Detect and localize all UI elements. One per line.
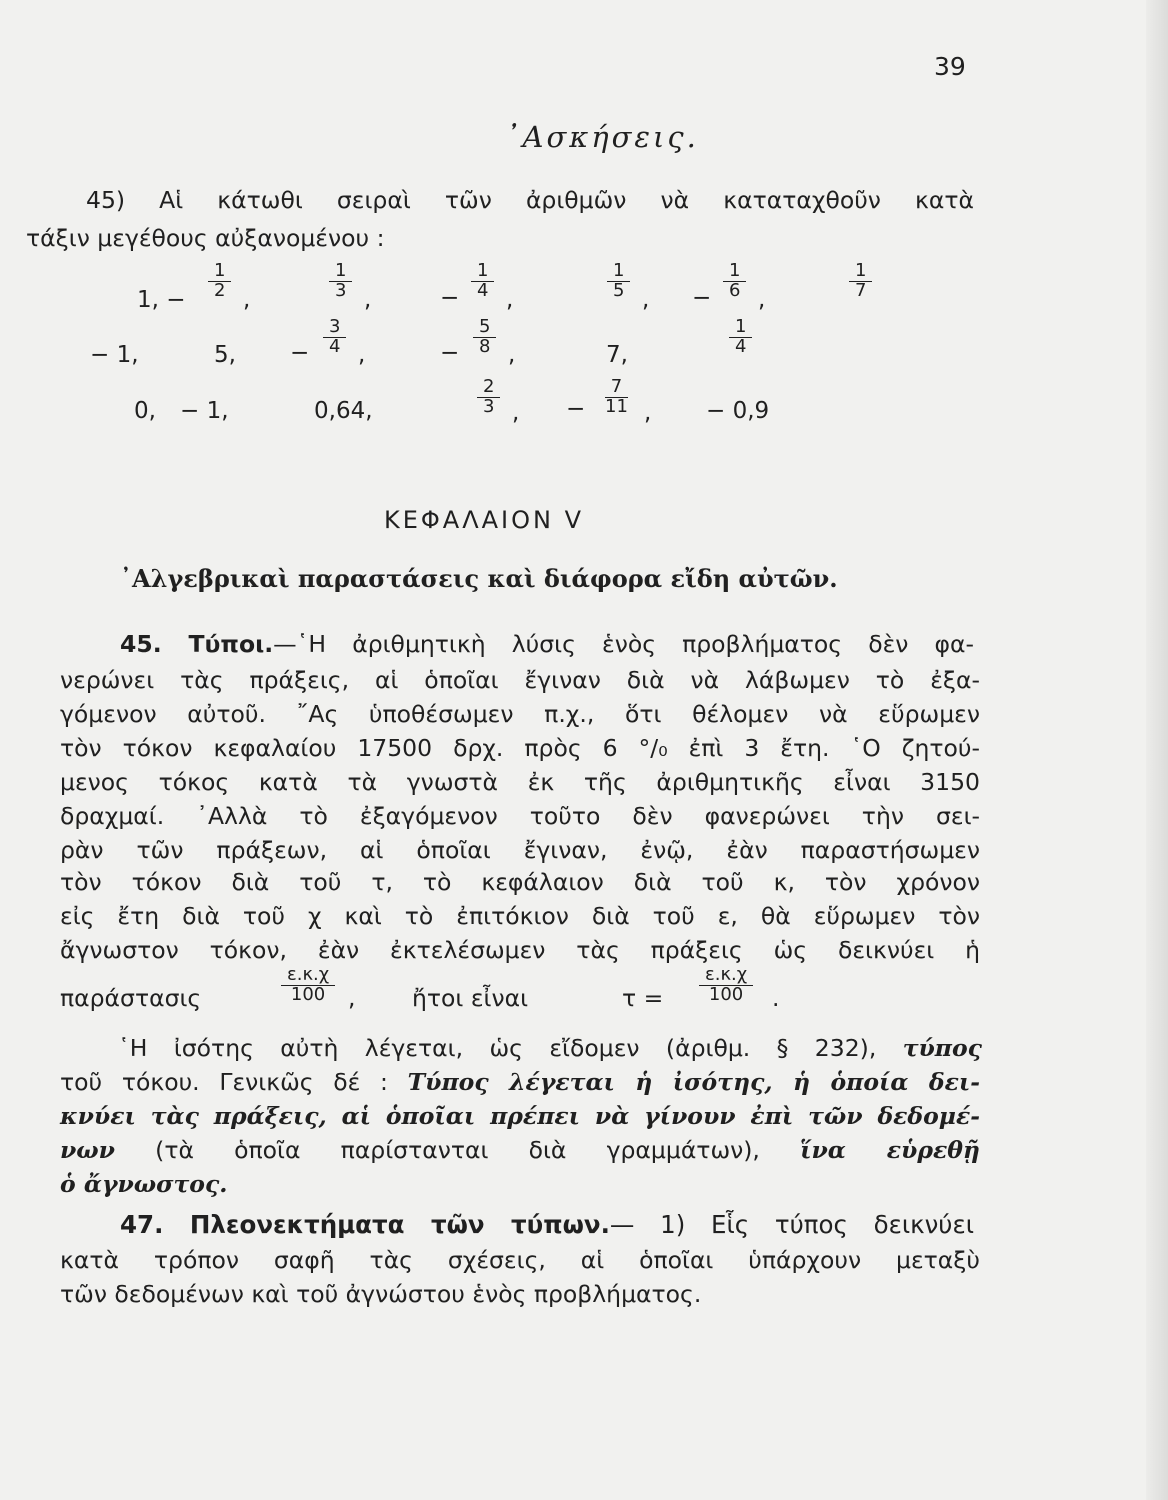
numerator: 3 bbox=[323, 318, 346, 338]
series-3-term-1: 0, bbox=[134, 398, 156, 424]
definition-term: τύπος bbox=[902, 1034, 982, 1062]
section-45-line-8: τὸν τόκον διὰ τοῦ τ, τὸ κεφάλαιον διὰ τοῦ κ, τὸν χρόνον bbox=[60, 868, 980, 896]
section-45-line-2: νερώνει τὰς πράξεις, αἱ ὁποῖαι ἔγιναν διὰ νὰ λάβωμεν τὸ ἐξα- bbox=[60, 666, 980, 694]
comma: , bbox=[506, 287, 514, 313]
comma: , bbox=[358, 342, 366, 368]
definition-line-4 bbox=[60, 1136, 980, 1164]
comma: , bbox=[644, 400, 652, 426]
denominator: 11 bbox=[605, 395, 628, 417]
definition-emphasis-3: νων bbox=[60, 1136, 115, 1164]
comma: , bbox=[512, 400, 520, 426]
denominator: 7 bbox=[855, 279, 867, 301]
formula-fraction-2 bbox=[696, 966, 756, 1005]
page-number: 39 bbox=[934, 52, 966, 81]
tau-equals: τ = bbox=[622, 984, 664, 1012]
section-47-line-1 bbox=[120, 1210, 974, 1239]
section-45-line-1 bbox=[120, 630, 974, 658]
numerator: 7 bbox=[605, 378, 628, 398]
definition-emphasis-1: Τύπος λέγεται ἡ ἰσότης, ἡ ὁποία δει- bbox=[407, 1068, 980, 1096]
numerator: ε.κ.χ bbox=[281, 966, 335, 986]
definition-line-1 bbox=[118, 1034, 982, 1062]
definition-line-2 bbox=[60, 1068, 980, 1096]
exercise-statement-line-1: 45) Αἱ κάτωθι σειραὶ τῶν ἀριθμῶν νὰ καταταχθοῦν κατὰ bbox=[86, 186, 974, 214]
comma: , bbox=[243, 287, 251, 313]
comma: , bbox=[364, 287, 372, 313]
series-2-fraction-3 bbox=[320, 318, 349, 357]
definition-line-5: ὁ ἄγνωστος. bbox=[60, 1170, 228, 1198]
section-47-heading: 47. Πλεονεκτήματα τῶν τύπων. bbox=[120, 1210, 610, 1239]
minus-sign: − bbox=[290, 340, 310, 366]
denominator: 100 bbox=[290, 983, 326, 1005]
denominator: 3 bbox=[483, 395, 495, 417]
series-3-term-2: − 1, bbox=[180, 398, 229, 424]
denominator: 4 bbox=[735, 335, 747, 357]
denominator: 8 bbox=[479, 335, 491, 357]
series-1-fraction-2 bbox=[326, 262, 355, 301]
minus-sign: − bbox=[440, 340, 460, 366]
series-1-fraction-6 bbox=[846, 262, 875, 301]
formula-fraction-1 bbox=[278, 966, 338, 1005]
section-45-line-4: τὸν τόκον κεφαλαίου 17500 δρχ. πρὸς 6 °/₀ ἐπὶ 3 ἔτη. ῾Ο ζητού- bbox=[60, 734, 980, 762]
section-45-line-5: μενος τόκος κατὰ τὰ γνωστὰ ἐκ τῆς ἀριθμητικῆς εἶναι 3150 bbox=[60, 768, 980, 796]
definition-line-4-text: (τὰ ὁποῖα παρίστανται διὰ γραμμάτων), bbox=[115, 1136, 801, 1164]
chapter-subtitle: ᾿Αλγεβρικαὶ παραστάσεις καὶ διάφορα εἴδη αὐτῶν. bbox=[120, 564, 838, 593]
series-1-fraction-5 bbox=[720, 262, 749, 301]
numerator: 1 bbox=[849, 262, 872, 282]
series-1-fraction-1 bbox=[205, 262, 234, 301]
section-45-line-10: ἄγνωστον τόκον, ἐὰν ἐκτελέσωμεν τὰς πράξεις ὡς δεικνύει ἡ bbox=[60, 936, 980, 964]
comma: , bbox=[642, 287, 650, 313]
section-45-heading: 45. Τύποι. bbox=[120, 630, 274, 658]
comma: , bbox=[758, 287, 766, 313]
denominator: 4 bbox=[329, 335, 341, 357]
section-45-line-3: γόμενον αὐτοῦ. ῎Ας ὑποθέσωμεν π.χ., ὅτι θέλομεν νὰ εὕρωμεν bbox=[60, 700, 980, 728]
series-1-term-1: 1, − bbox=[137, 287, 186, 313]
denominator: 3 bbox=[335, 279, 347, 301]
section-47-line-2: κατὰ τρόπον σαφῆ τὰς σχέσεις, αἱ ὁποῖαι ὑπάρχουν μεταξὺ bbox=[60, 1246, 980, 1274]
definition-line-3: κνύει τὰς πράξεις, αἱ ὁποῖαι πρέπει νὰ γίνουν ἐπὶ τῶν δεδομέ- bbox=[60, 1102, 980, 1130]
period: . bbox=[772, 984, 780, 1012]
section-45-line-9: εἰς ἔτη διὰ τοῦ χ καὶ τὸ ἐπιτόκιον διὰ τοῦ ε, θὰ εὕρωμεν τὸν bbox=[60, 902, 980, 930]
denominator: 4 bbox=[477, 279, 489, 301]
formula-word: παράστασις bbox=[60, 984, 202, 1012]
definition-line-1-text: ῾Η ἰσότης αὐτὴ λέγεται, ὡς εἴδομεν (ἀριθμ. § 232), bbox=[118, 1034, 903, 1062]
section-45-line-6: δραχμαί. ᾿Αλλὰ τὸ ἐξαγόμενον τοῦτο δὲν φανερώνει τὴν σει- bbox=[60, 802, 980, 830]
formula-middle-text: ἤτοι εἶναι bbox=[412, 984, 529, 1012]
chapter-heading: ΚΕΦΑΛΑΙΟΝ V bbox=[384, 506, 585, 534]
numerator: 1 bbox=[729, 318, 752, 338]
minus-sign: − bbox=[440, 285, 460, 311]
series-1-fraction-3 bbox=[468, 262, 497, 301]
comma: , bbox=[348, 984, 356, 1012]
denominator: 2 bbox=[214, 279, 226, 301]
numerator: ε.κ.χ bbox=[699, 966, 753, 986]
exercises-title: ᾿Ασκήσεις. bbox=[505, 120, 699, 154]
section-47-line-3: τῶν δεδομένων καὶ τοῦ ἀγνώστου ἑνὸς προβλήματος. bbox=[60, 1280, 702, 1308]
series-3-term-3: 0,64, bbox=[314, 398, 373, 424]
series-2-term-2: 5, bbox=[214, 342, 236, 368]
definition-line-2-text: τοῦ τόκου. Γενικῶς δέ : bbox=[60, 1068, 408, 1096]
numerator: 2 bbox=[477, 378, 500, 398]
series-2-fraction-6 bbox=[726, 318, 755, 357]
series-3-fraction-4 bbox=[474, 378, 503, 417]
section-45-line-1-text: —῾Η ἀριθμητικὴ λύσις ἑνὸς προβλήματος δὲν φα- bbox=[273, 630, 974, 658]
series-3-term-6: − 0,9 bbox=[706, 398, 770, 424]
numerator: 1 bbox=[607, 262, 630, 282]
minus-sign: − bbox=[692, 285, 712, 311]
section-47-line-1-text: — 1) Εἷς τύπος δεικνύει bbox=[609, 1210, 974, 1239]
numerator: 1 bbox=[471, 262, 494, 282]
series-2-term-5: 7, bbox=[606, 342, 628, 368]
exercise-statement-line-2: τάξιν μεγέθους αὐξανομένου : bbox=[26, 224, 385, 252]
numerator: 1 bbox=[723, 262, 746, 282]
comma: , bbox=[508, 342, 516, 368]
section-45-line-7: ρὰν τῶν πράξεων, αἱ ὁποῖαι ἔγιναν, ἐνῷ, ἐὰν παραστήσωμεν bbox=[60, 836, 980, 864]
denominator: 6 bbox=[729, 279, 741, 301]
definition-emphasis-4: ἵνα εὑρεθῇ bbox=[800, 1136, 980, 1164]
series-1-fraction-4 bbox=[604, 262, 633, 301]
page-edge-shadow bbox=[1146, 0, 1168, 1500]
numerator: 5 bbox=[473, 318, 496, 338]
series-2-term-1: − 1, bbox=[90, 342, 139, 368]
series-3-fraction-5 bbox=[596, 378, 637, 417]
denominator: 100 bbox=[708, 983, 744, 1005]
denominator: 5 bbox=[613, 279, 625, 301]
minus-sign: − bbox=[566, 396, 586, 422]
numerator: 1 bbox=[208, 262, 231, 282]
numerator: 1 bbox=[329, 262, 352, 282]
series-2-fraction-4 bbox=[470, 318, 499, 357]
